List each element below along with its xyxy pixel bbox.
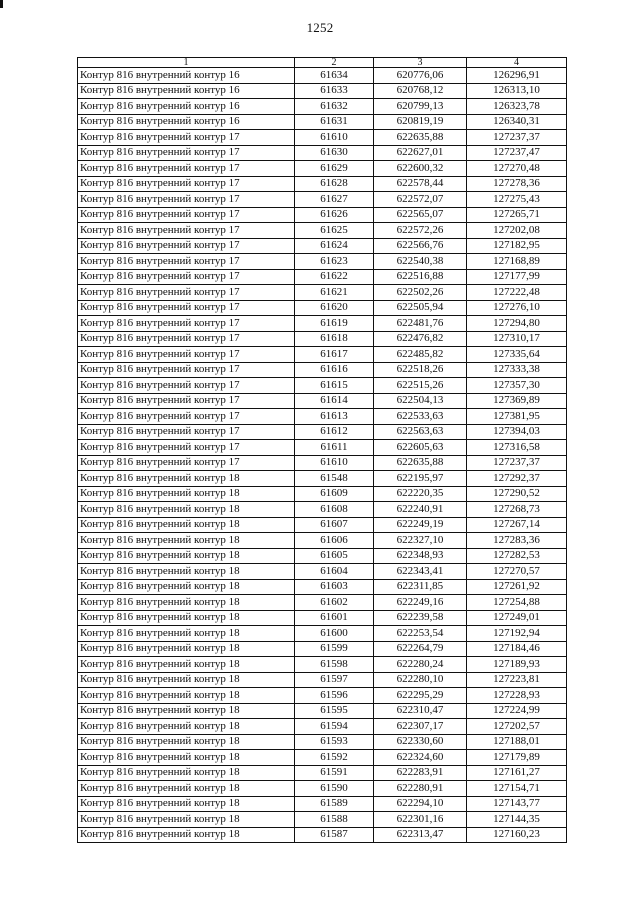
table-row (78, 502, 567, 518)
y-coordinate-cell: 127265,71 (467, 207, 567, 223)
contour-name-cell: Контур 816 внутренний контур 17 (78, 176, 295, 192)
contour-name-cell: Контур 816 внутренний контур 18 (78, 486, 295, 502)
column-header-1: 1 (78, 58, 295, 68)
page-number: 1252 (306, 20, 334, 35)
point-number-cell: 61591 (295, 765, 374, 781)
table-row (78, 285, 567, 301)
contour-name-cell: Контур 816 внутренний контур 17 (78, 393, 295, 409)
table-row (78, 440, 567, 456)
point-number-cell: 61600 (295, 626, 374, 642)
scan-corner-mark (0, 0, 3, 8)
table-row (78, 703, 567, 719)
x-coordinate-cell: 622481,76 (374, 316, 467, 332)
table-row (78, 672, 567, 688)
point-number-cell: 61593 (295, 734, 374, 750)
x-coordinate-cell: 622635,88 (374, 455, 467, 471)
contour-name-cell: Контур 816 внутренний контур 18 (78, 517, 295, 533)
y-coordinate-cell: 127179,89 (467, 750, 567, 766)
y-coordinate-cell: 127144,35 (467, 812, 567, 828)
y-coordinate-cell: 127316,58 (467, 440, 567, 456)
x-coordinate-cell: 622572,26 (374, 223, 467, 239)
table-row (78, 564, 567, 580)
point-number-cell: 61634 (295, 68, 374, 84)
table-row (78, 424, 567, 440)
y-coordinate-cell: 127177,99 (467, 269, 567, 285)
table-row (78, 300, 567, 316)
x-coordinate-cell: 622324,60 (374, 750, 467, 766)
y-coordinate-cell: 127290,52 (467, 486, 567, 502)
point-number-cell: 61614 (295, 393, 374, 409)
y-coordinate-cell: 127228,93 (467, 688, 567, 704)
contour-name-cell: Контур 816 внутренний контур 18 (78, 564, 295, 580)
y-coordinate-cell: 127161,27 (467, 765, 567, 781)
table-row (78, 207, 567, 223)
point-number-cell: 61623 (295, 254, 374, 270)
table-row (78, 688, 567, 704)
table-row (78, 734, 567, 750)
point-number-cell: 61596 (295, 688, 374, 704)
y-coordinate-cell: 127154,71 (467, 781, 567, 797)
table-body (78, 68, 567, 843)
point-number-cell: 61618 (295, 331, 374, 347)
contour-name-cell: Контур 816 внутренний контур 17 (78, 161, 295, 177)
x-coordinate-cell: 622627,01 (374, 145, 467, 161)
x-coordinate-cell: 622476,82 (374, 331, 467, 347)
x-coordinate-cell: 622239,58 (374, 610, 467, 626)
point-number-cell: 61595 (295, 703, 374, 719)
table-row (78, 269, 567, 285)
x-coordinate-cell: 622307,17 (374, 719, 467, 735)
contour-name-cell: Контур 816 внутренний контур 18 (78, 750, 295, 766)
y-coordinate-cell: 127222,48 (467, 285, 567, 301)
table-row (78, 626, 567, 642)
x-coordinate-cell: 622280,10 (374, 672, 467, 688)
table-row (78, 486, 567, 502)
point-number-cell: 61615 (295, 378, 374, 394)
contour-name-cell: Контур 816 внутренний контур 17 (78, 440, 295, 456)
y-coordinate-cell: 127394,03 (467, 424, 567, 440)
point-number-cell: 61617 (295, 347, 374, 363)
table-row (78, 83, 567, 99)
y-coordinate-cell: 127381,95 (467, 409, 567, 425)
x-coordinate-cell: 622310,47 (374, 703, 467, 719)
contour-name-cell: Контур 816 внутренний контур 17 (78, 145, 295, 161)
y-coordinate-cell: 127188,01 (467, 734, 567, 750)
contour-name-cell: Контур 816 внутренний контур 17 (78, 269, 295, 285)
point-number-cell: 61619 (295, 316, 374, 332)
y-coordinate-cell: 127261,92 (467, 579, 567, 595)
x-coordinate-cell: 622220,35 (374, 486, 467, 502)
table-row (78, 145, 567, 161)
x-coordinate-cell: 622504,13 (374, 393, 467, 409)
x-coordinate-cell: 622295,29 (374, 688, 467, 704)
table-row (78, 750, 567, 766)
y-coordinate-cell: 127282,53 (467, 548, 567, 564)
point-number-cell: 61608 (295, 502, 374, 518)
y-coordinate-cell: 127278,36 (467, 176, 567, 192)
point-number-cell: 61603 (295, 579, 374, 595)
table-row (78, 641, 567, 657)
table-row (78, 610, 567, 626)
contour-name-cell: Контур 816 внутренний контур 17 (78, 316, 295, 332)
x-coordinate-cell: 620776,06 (374, 68, 467, 84)
y-coordinate-cell: 127275,43 (467, 192, 567, 208)
contour-name-cell: Контур 816 внутренний контур 17 (78, 455, 295, 471)
point-number-cell: 61621 (295, 285, 374, 301)
point-number-cell: 61588 (295, 812, 374, 828)
contour-name-cell: Контур 816 внутренний контур 18 (78, 719, 295, 735)
contour-name-cell: Контур 816 внутренний контур 18 (78, 641, 295, 657)
table-row (78, 595, 567, 611)
y-coordinate-cell: 127224,99 (467, 703, 567, 719)
table-row (78, 362, 567, 378)
contour-name-cell: Контур 816 внутренний контур 18 (78, 502, 295, 518)
contour-name-cell: Контур 816 внутренний контур 18 (78, 533, 295, 549)
y-coordinate-cell: 127143,77 (467, 796, 567, 812)
table-row (78, 238, 567, 254)
table-row (78, 409, 567, 425)
y-coordinate-cell: 127168,89 (467, 254, 567, 270)
contour-name-cell: Контур 816 внутренний контур 18 (78, 579, 295, 595)
point-number-cell: 61589 (295, 796, 374, 812)
table-row (78, 827, 567, 843)
y-coordinate-cell: 127333,38 (467, 362, 567, 378)
table-row (78, 796, 567, 812)
x-coordinate-cell: 622249,19 (374, 517, 467, 533)
x-coordinate-cell: 622311,85 (374, 579, 467, 595)
point-number-cell: 61594 (295, 719, 374, 735)
x-coordinate-cell: 622566,76 (374, 238, 467, 254)
y-coordinate-cell: 127184,46 (467, 641, 567, 657)
y-coordinate-cell: 127160,23 (467, 827, 567, 843)
y-coordinate-cell: 127310,17 (467, 331, 567, 347)
y-coordinate-cell: 127267,14 (467, 517, 567, 533)
table-row (78, 781, 567, 797)
y-coordinate-cell: 126340,31 (467, 114, 567, 130)
x-coordinate-cell: 622516,88 (374, 269, 467, 285)
x-coordinate-cell: 622518,26 (374, 362, 467, 378)
table-row (78, 176, 567, 192)
contour-name-cell: Контур 816 внутренний контур 17 (78, 254, 295, 270)
contour-name-cell: Контур 816 внутренний контур 18 (78, 595, 295, 611)
x-coordinate-cell: 622485,82 (374, 347, 467, 363)
x-coordinate-cell: 622600,32 (374, 161, 467, 177)
point-number-cell: 61625 (295, 223, 374, 239)
column-header-4: 4 (467, 58, 567, 68)
y-coordinate-cell: 126296,91 (467, 68, 567, 84)
x-coordinate-cell: 622605,63 (374, 440, 467, 456)
contour-name-cell: Контур 816 внутренний контур 18 (78, 827, 295, 843)
x-coordinate-cell: 622343,41 (374, 564, 467, 580)
table-row (78, 68, 567, 84)
point-number-cell: 61601 (295, 610, 374, 626)
table-row (78, 393, 567, 409)
contour-name-cell: Контур 816 внутренний контур 17 (78, 192, 295, 208)
x-coordinate-cell: 622240,91 (374, 502, 467, 518)
table-row (78, 548, 567, 564)
contour-name-cell: Контур 816 внутренний контур 17 (78, 331, 295, 347)
table-row (78, 378, 567, 394)
point-number-cell: 61602 (295, 595, 374, 611)
y-coordinate-cell: 127189,93 (467, 657, 567, 673)
table-row (78, 114, 567, 130)
x-coordinate-cell: 622565,07 (374, 207, 467, 223)
y-coordinate-cell: 127270,57 (467, 564, 567, 580)
column-header-3: 3 (374, 58, 467, 68)
point-number-cell: 61606 (295, 533, 374, 549)
table-row (78, 130, 567, 146)
contour-name-cell: Контур 816 внутренний контур 17 (78, 424, 295, 440)
contour-name-cell: Контур 816 внутренний контур 18 (78, 610, 295, 626)
point-number-cell: 61604 (295, 564, 374, 580)
y-coordinate-cell: 127223,81 (467, 672, 567, 688)
x-coordinate-cell: 622505,94 (374, 300, 467, 316)
table-row (78, 161, 567, 177)
point-number-cell: 61598 (295, 657, 374, 673)
contour-name-cell: Контур 816 внутренний контур 17 (78, 409, 295, 425)
column-header-2: 2 (295, 58, 374, 68)
y-coordinate-cell: 127335,64 (467, 347, 567, 363)
point-number-cell: 61592 (295, 750, 374, 766)
contour-name-cell: Контур 816 внутренний контур 18 (78, 672, 295, 688)
point-number-cell: 61590 (295, 781, 374, 797)
contour-name-cell: Контур 816 внутренний контур 18 (78, 812, 295, 828)
point-number-cell: 61605 (295, 548, 374, 564)
contour-name-cell: Контур 816 внутренний контур 17 (78, 207, 295, 223)
x-coordinate-cell: 622563,63 (374, 424, 467, 440)
contour-name-cell: Контур 816 внутренний контур 17 (78, 362, 295, 378)
x-coordinate-cell: 622313,47 (374, 827, 467, 843)
contour-name-cell: Контур 816 внутренний контур 18 (78, 703, 295, 719)
y-coordinate-cell: 127294,80 (467, 316, 567, 332)
point-number-cell: 61633 (295, 83, 374, 99)
contour-name-cell: Контур 816 внутренний контур 17 (78, 300, 295, 316)
point-number-cell: 61609 (295, 486, 374, 502)
point-number-cell: 61628 (295, 176, 374, 192)
contour-name-cell: Контур 816 внутренний контур 17 (78, 347, 295, 363)
y-coordinate-cell: 127276,10 (467, 300, 567, 316)
x-coordinate-cell: 622249,16 (374, 595, 467, 611)
table-row (78, 765, 567, 781)
y-coordinate-cell: 127202,57 (467, 719, 567, 735)
x-coordinate-cell: 622283,91 (374, 765, 467, 781)
x-coordinate-cell: 622294,10 (374, 796, 467, 812)
contour-name-cell: Контур 816 внутренний контур 17 (78, 130, 295, 146)
x-coordinate-cell: 622540,38 (374, 254, 467, 270)
y-coordinate-cell: 127369,89 (467, 393, 567, 409)
point-number-cell: 61610 (295, 130, 374, 146)
point-number-cell: 61599 (295, 641, 374, 657)
y-coordinate-cell: 127202,08 (467, 223, 567, 239)
y-coordinate-cell: 126313,10 (467, 83, 567, 99)
coordinates-table (77, 57, 567, 843)
table-row (78, 254, 567, 270)
x-coordinate-cell: 622572,07 (374, 192, 467, 208)
y-coordinate-cell: 127237,47 (467, 145, 567, 161)
x-coordinate-cell: 622253,54 (374, 626, 467, 642)
y-coordinate-cell: 127357,30 (467, 378, 567, 394)
y-coordinate-cell: 127292,37 (467, 471, 567, 487)
contour-name-cell: Контур 816 внутренний контур 16 (78, 68, 295, 84)
point-number-cell: 61627 (295, 192, 374, 208)
point-number-cell: 61632 (295, 99, 374, 115)
x-coordinate-cell: 622330,60 (374, 734, 467, 750)
point-number-cell: 61597 (295, 672, 374, 688)
point-number-cell: 61612 (295, 424, 374, 440)
y-coordinate-cell: 127237,37 (467, 455, 567, 471)
contour-name-cell: Контур 816 внутренний контур 18 (78, 471, 295, 487)
table-row (78, 99, 567, 115)
point-number-cell: 61624 (295, 238, 374, 254)
point-number-cell: 61610 (295, 455, 374, 471)
x-coordinate-cell: 622533,63 (374, 409, 467, 425)
y-coordinate-cell: 127268,73 (467, 502, 567, 518)
contour-name-cell: Контур 816 внутренний контур 17 (78, 223, 295, 239)
table-header-row (78, 58, 567, 68)
contour-name-cell: Контур 816 внутренний контур 18 (78, 548, 295, 564)
point-number-cell: 61548 (295, 471, 374, 487)
table-row (78, 579, 567, 595)
table-row (78, 812, 567, 828)
point-number-cell: 61630 (295, 145, 374, 161)
table-row (78, 517, 567, 533)
y-coordinate-cell: 127237,37 (467, 130, 567, 146)
contour-name-cell: Контур 816 внутренний контур 18 (78, 765, 295, 781)
table-row (78, 331, 567, 347)
x-coordinate-cell: 622578,44 (374, 176, 467, 192)
x-coordinate-cell: 622264,79 (374, 641, 467, 657)
table-row (78, 223, 567, 239)
point-number-cell: 61626 (295, 207, 374, 223)
x-coordinate-cell: 622280,91 (374, 781, 467, 797)
x-coordinate-cell: 622301,16 (374, 812, 467, 828)
contour-name-cell: Контур 816 внутренний контур 16 (78, 114, 295, 130)
x-coordinate-cell: 622195,97 (374, 471, 467, 487)
table-row (78, 719, 567, 735)
contour-name-cell: Контур 816 внутренний контур 17 (78, 285, 295, 301)
point-number-cell: 61607 (295, 517, 374, 533)
table-row (78, 471, 567, 487)
y-coordinate-cell: 127283,36 (467, 533, 567, 549)
x-coordinate-cell: 622502,26 (374, 285, 467, 301)
point-number-cell: 61622 (295, 269, 374, 285)
point-number-cell: 61629 (295, 161, 374, 177)
contour-name-cell: Контур 816 внутренний контур 18 (78, 688, 295, 704)
y-coordinate-cell: 127182,95 (467, 238, 567, 254)
point-number-cell: 61620 (295, 300, 374, 316)
point-number-cell: 61616 (295, 362, 374, 378)
contour-name-cell: Контур 816 внутренний контур 18 (78, 796, 295, 812)
x-coordinate-cell: 622327,10 (374, 533, 467, 549)
point-number-cell: 61613 (295, 409, 374, 425)
y-coordinate-cell: 127254,88 (467, 595, 567, 611)
table-row (78, 657, 567, 673)
x-coordinate-cell: 622280,24 (374, 657, 467, 673)
x-coordinate-cell: 622515,26 (374, 378, 467, 394)
x-coordinate-cell: 622348,93 (374, 548, 467, 564)
y-coordinate-cell: 127270,48 (467, 161, 567, 177)
contour-name-cell: Контур 816 внутренний контур 16 (78, 83, 295, 99)
point-number-cell: 61631 (295, 114, 374, 130)
contour-name-cell: Контур 816 внутренний контур 18 (78, 734, 295, 750)
y-coordinate-cell: 126323,78 (467, 99, 567, 115)
contour-name-cell: Контур 816 внутренний контур 17 (78, 378, 295, 394)
table-row (78, 533, 567, 549)
x-coordinate-cell: 622635,88 (374, 130, 467, 146)
table-row (78, 316, 567, 332)
contour-name-cell: Контур 816 внутренний контур 18 (78, 781, 295, 797)
table-row (78, 347, 567, 363)
table-row (78, 455, 567, 471)
contour-name-cell: Контур 816 внутренний контур 17 (78, 238, 295, 254)
contour-name-cell: Контур 816 внутренний контур 18 (78, 657, 295, 673)
point-number-cell: 61611 (295, 440, 374, 456)
contour-name-cell: Контур 816 внутренний контур 18 (78, 626, 295, 642)
x-coordinate-cell: 620819,19 (374, 114, 467, 130)
contour-name-cell: Контур 816 внутренний контур 16 (78, 99, 295, 115)
y-coordinate-cell: 127192,94 (467, 626, 567, 642)
table-row (78, 192, 567, 208)
y-coordinate-cell: 127249,01 (467, 610, 567, 626)
x-coordinate-cell: 620768,12 (374, 83, 467, 99)
point-number-cell: 61587 (295, 827, 374, 843)
x-coordinate-cell: 620799,13 (374, 99, 467, 115)
